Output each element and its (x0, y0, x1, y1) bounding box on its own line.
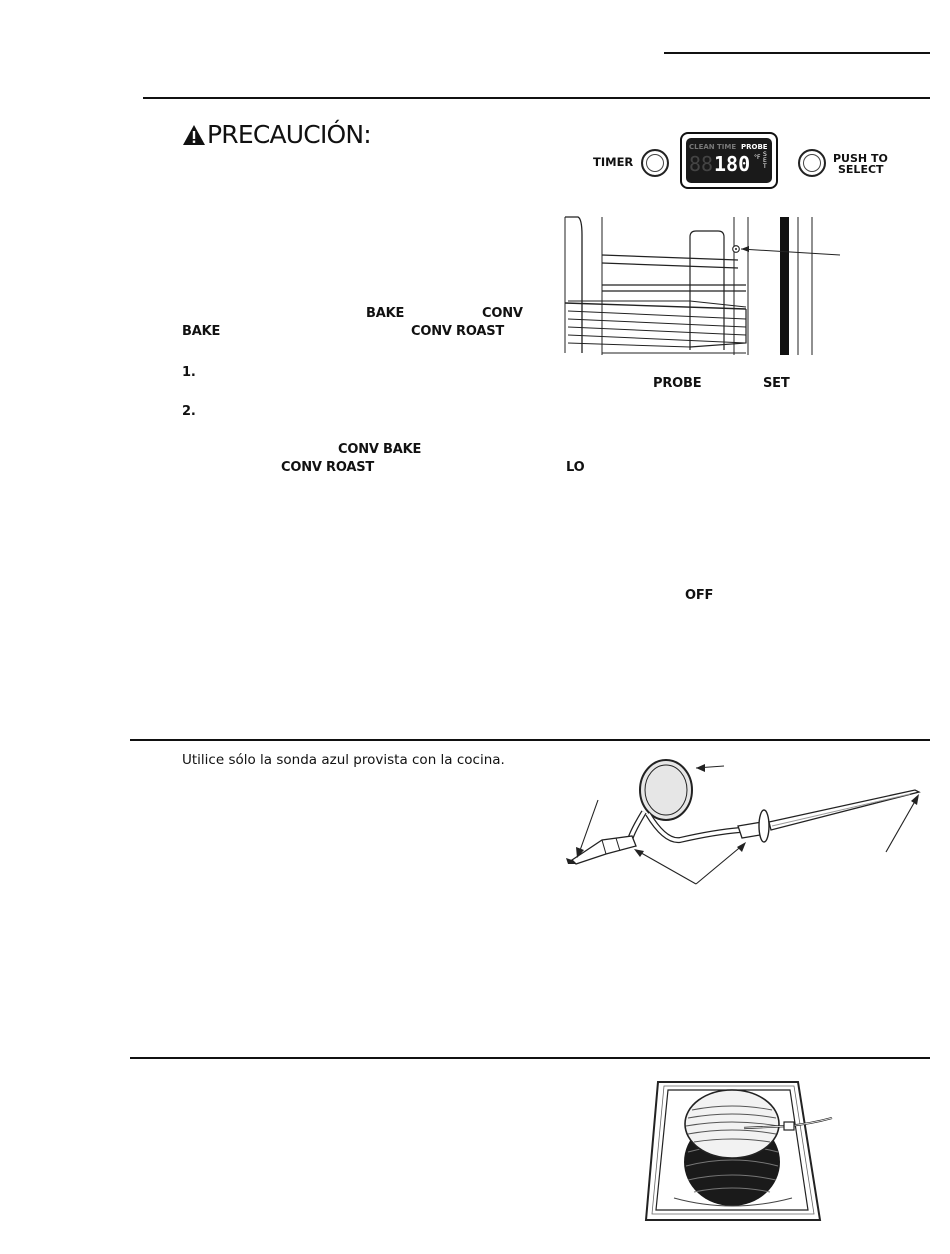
display-time: TIME (717, 143, 737, 151)
push-label-line2: SELECT (838, 163, 884, 176)
label-set: SET (763, 376, 790, 391)
display-unit: °F (754, 154, 761, 161)
display-clean: CLEAN (689, 143, 715, 151)
section-rule-1 (143, 97, 930, 99)
push-to-select-knob[interactable] (798, 149, 826, 177)
step-1-number: 1. (182, 365, 196, 380)
display-value: 180 (714, 152, 751, 176)
section-rule-2 (130, 739, 930, 741)
timer-button[interactable] (641, 149, 669, 177)
display-probe: PROBE (741, 143, 768, 151)
header-rule-short (664, 52, 930, 54)
oven-interior-illustration (560, 215, 850, 357)
warning-triangle-icon (182, 124, 206, 146)
caution-heading (182, 120, 371, 149)
label-off: OFF (685, 588, 714, 603)
control-panel (590, 130, 900, 190)
section-rule-3 (130, 1057, 930, 1059)
timer-label: TIMER (593, 155, 634, 169)
probe-intro-text: Utilice sólo la sonda azul provista con la cocina. (182, 752, 505, 768)
label-probe: PROBE (653, 376, 702, 391)
label-conv-roast-2: CONV ROAST (281, 460, 375, 475)
label-conv-roast: CONV ROAST (411, 324, 505, 339)
step-2-number: 2. (182, 404, 196, 419)
display-window (680, 132, 778, 189)
push-label-line1: PUSH TO (833, 152, 888, 165)
label-bake-2: BAKE (182, 324, 221, 339)
roast-pan-illustration (640, 1074, 840, 1226)
display-set: SET (763, 151, 767, 170)
label-conv: CONV (482, 306, 523, 321)
caution-title: PRECAUCIÓN: (207, 120, 371, 149)
label-bake: BAKE (366, 306, 405, 321)
label-lo: LO (566, 460, 585, 475)
temperature-probe-illustration (560, 752, 930, 892)
label-conv-bake: CONV BAKE (338, 442, 422, 457)
display-screen (686, 138, 772, 183)
display-ghost-digits: 88 (689, 152, 714, 176)
